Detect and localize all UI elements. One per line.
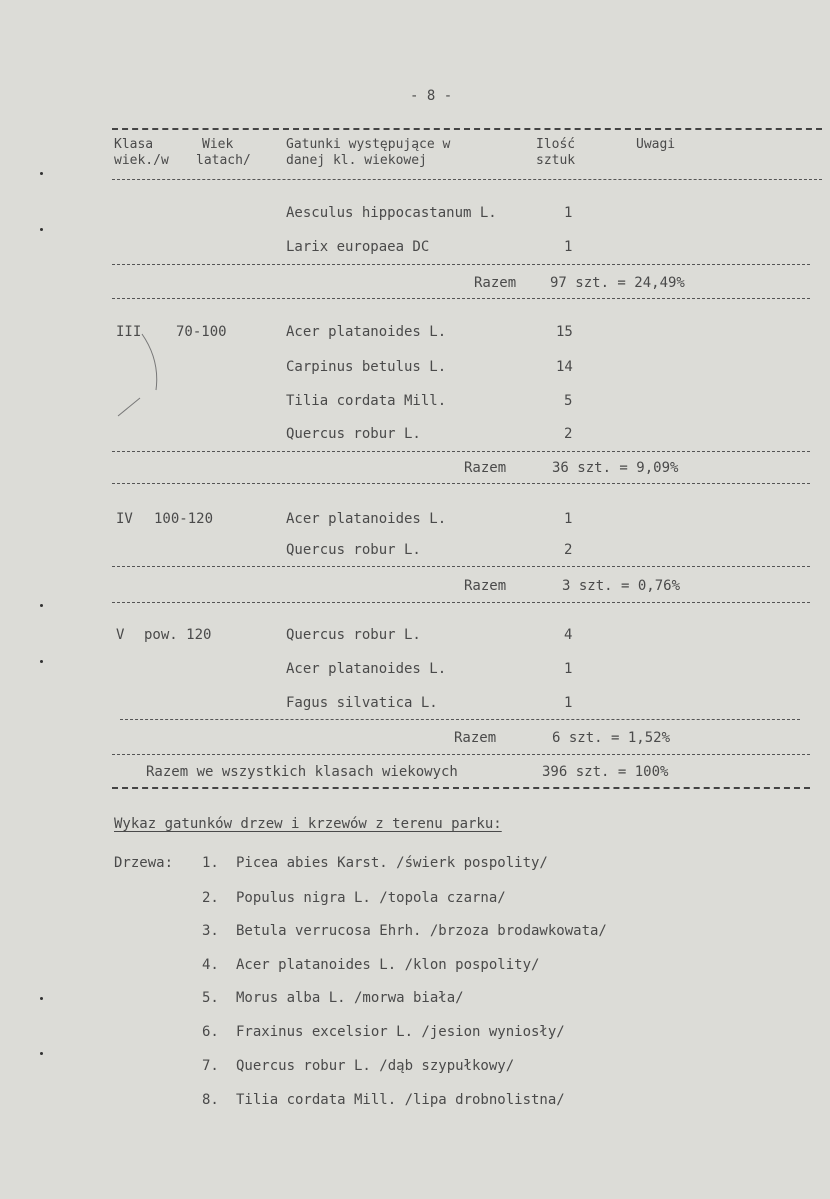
- list-item-number: 6.: [202, 1024, 219, 1040]
- page-number: - 8 -: [410, 88, 453, 104]
- count-cell: 14: [556, 359, 573, 375]
- list-item: Morus alba L. /morwa biała/: [236, 990, 464, 1006]
- klasa-cell: III: [116, 324, 142, 340]
- species-cell: Acer platanoides L.: [286, 661, 447, 677]
- subtotal-value: 6 szt. = 1,52%: [552, 730, 671, 746]
- binding-dot: [40, 997, 43, 1000]
- list-item-number: 7.: [202, 1058, 219, 1074]
- row-rule: [112, 566, 810, 567]
- row-rule: [112, 298, 810, 299]
- species-cell: Quercus robur L.: [286, 627, 421, 643]
- species-cell: Aesculus hippocastanum L.: [286, 205, 497, 221]
- count-cell: 5: [564, 393, 573, 409]
- header-rule: [112, 179, 822, 180]
- list-item-number: 2.: [202, 890, 219, 906]
- list-item: Fraxinus excelsior L. /jesion wyniosły/: [236, 1024, 565, 1040]
- species-cell: Quercus robur L.: [286, 542, 421, 558]
- header-klasa-2: wiek./w: [114, 153, 169, 168]
- wiek-cell: 70-100: [176, 324, 227, 340]
- wiek-cell: pow. 120: [144, 627, 212, 643]
- header-gatunki-2: danej kl. wiekowej: [286, 153, 427, 168]
- subtotal-label: Razem: [464, 578, 507, 594]
- pencil-mark: [112, 330, 172, 420]
- table-top-rule: [112, 128, 822, 130]
- header-klasa-1: Klasa: [114, 137, 154, 152]
- header-wiek-2: latach/: [196, 153, 251, 168]
- count-cell: 2: [564, 426, 573, 442]
- list-item: Quercus robur L. /dąb szypułkowy/: [236, 1058, 515, 1074]
- subtotal-value: 97 szt. = 24,49%: [550, 275, 685, 291]
- list-item: Tilia cordata Mill. /lipa drobnolistna/: [236, 1092, 565, 1108]
- list-item-number: 5.: [202, 990, 219, 1006]
- table-bottom-rule: [112, 787, 810, 789]
- binding-dot: [40, 604, 43, 607]
- list-item: Picea abies Karst. /świerk pospolity/: [236, 855, 548, 871]
- klasa-cell: IV: [116, 511, 133, 527]
- species-cell: Larix europaea DC: [286, 239, 430, 255]
- header-ilosc-2: sztuk: [536, 153, 576, 168]
- subtotal-value: 36 szt. = 9,09%: [552, 460, 679, 476]
- subtotal-label: Razem: [454, 730, 497, 746]
- species-cell: Tilia cordata Mill.: [286, 393, 447, 409]
- binding-dot: [40, 1052, 43, 1055]
- binding-dot: [40, 660, 43, 663]
- subtotal-value: 3 szt. = 0,76%: [562, 578, 681, 594]
- header-wiek-1: Wiek: [202, 137, 234, 152]
- grand-total-label: Razem we wszystkich klasach wiekowych: [146, 764, 458, 780]
- list-category: Drzewa:: [114, 855, 174, 871]
- list-item: Acer platanoides L. /klon pospolity/: [236, 957, 540, 973]
- species-cell: Fagus silvatica L.: [286, 695, 438, 711]
- list-item: Populus nigra L. /topola czarna/: [236, 890, 506, 906]
- row-rule: [112, 483, 810, 484]
- subtotal-label: Razem: [464, 460, 507, 476]
- count-cell: 2: [564, 542, 573, 558]
- row-rule: [112, 451, 810, 452]
- subtotal-label: Razem: [474, 275, 517, 291]
- row-rule: [112, 264, 810, 265]
- list-heading: Wykaz gatunków drzew i krzewów z terenu parku:: [114, 816, 502, 832]
- list-item-number: 3.: [202, 923, 219, 939]
- grand-total-value: 396 szt. = 100%: [542, 764, 669, 780]
- klasa-cell: V: [116, 627, 125, 643]
- count-cell: 1: [564, 239, 573, 255]
- species-cell: Acer platanoides L.: [286, 511, 447, 527]
- count-cell: 15: [556, 324, 573, 340]
- species-cell: Carpinus betulus L.: [286, 359, 447, 375]
- count-cell: 4: [564, 627, 573, 643]
- row-rule: [120, 719, 800, 720]
- species-cell: Quercus robur L.: [286, 426, 421, 442]
- species-cell: Acer platanoides L.: [286, 324, 447, 340]
- binding-dot: [40, 172, 43, 175]
- list-item-number: 1.: [202, 855, 219, 871]
- row-rule: [112, 754, 810, 755]
- count-cell: 1: [564, 695, 573, 711]
- list-item: Betula verrucosa Ehrh. /brzoza brodawkowata/: [236, 923, 607, 939]
- count-cell: 1: [564, 205, 573, 221]
- list-item-number: 8.: [202, 1092, 219, 1108]
- binding-dot: [40, 228, 43, 231]
- count-cell: 1: [564, 661, 573, 677]
- header-uwagi: Uwagi: [636, 137, 676, 152]
- header-ilosc-1: Ilość: [536, 137, 576, 152]
- row-rule: [112, 602, 810, 603]
- wiek-cell: 100-120: [154, 511, 214, 527]
- list-item-number: 4.: [202, 957, 219, 973]
- count-cell: 1: [564, 511, 573, 527]
- header-gatunki-1: Gatunki występujące w: [286, 137, 451, 152]
